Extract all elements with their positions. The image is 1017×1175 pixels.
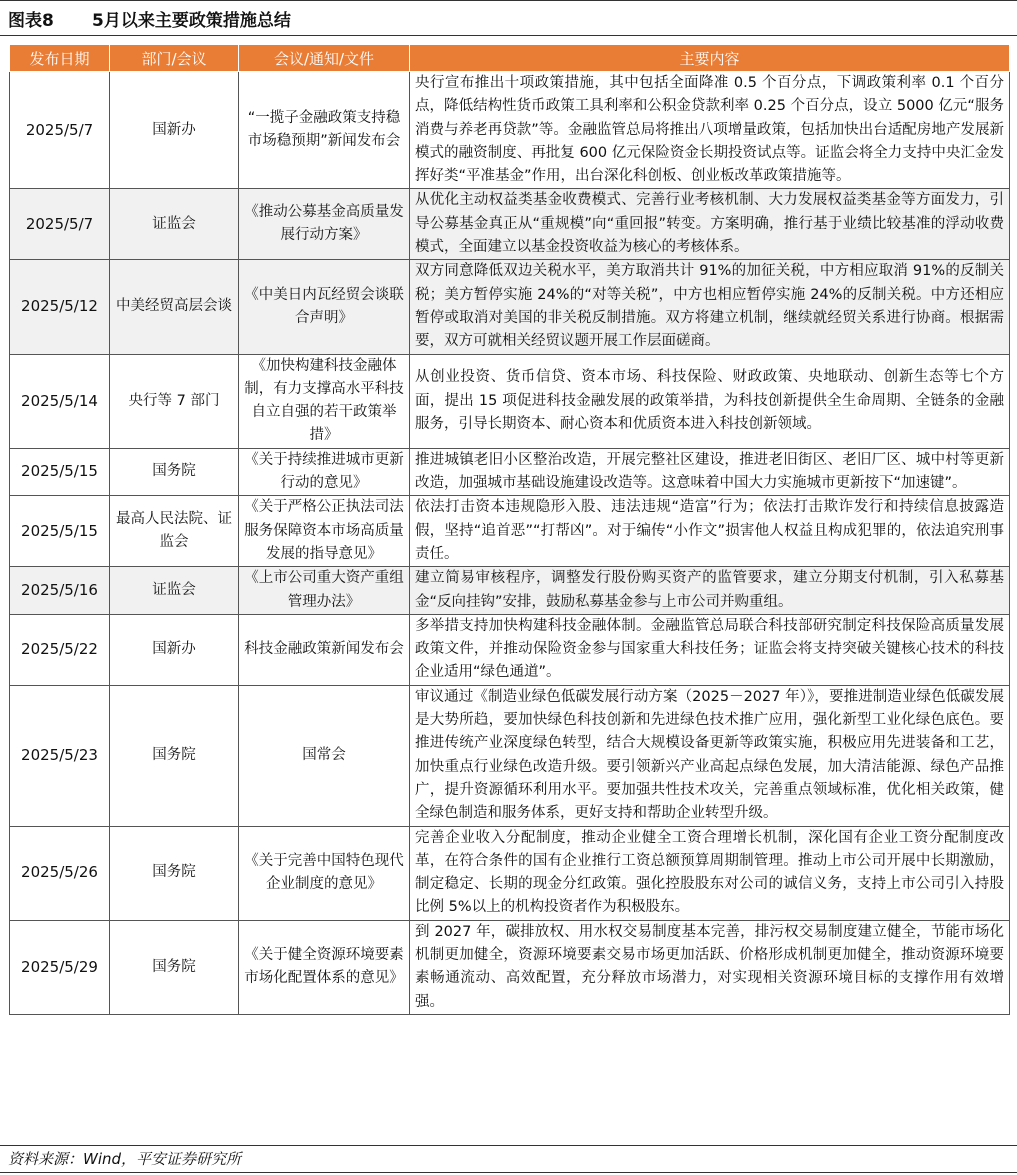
row-date: 2025/5/22 [10, 614, 110, 685]
row-conf: 《推动公募基金高质量发展行动方案》 [239, 189, 410, 260]
row-content: 从优化主动权益类基金收费模式、完善行业考核机制、大力发展权益类基金等方面发力，引导公募基金真正从“重规模”向“重回报”转变。方案明确，推行基于业绩比较基准的浮动收费模式，全面建立以基金投资收益为核心的考核体系。 [410, 189, 1010, 260]
table-row [10, 826, 1010, 920]
table-row [10, 354, 1010, 448]
row-date: 2025/5/7 [10, 72, 110, 189]
table-row [10, 260, 1010, 354]
row-content: 审议通过《制造业绿色低碳发展行动方案（2025－2027 年）》，要推进制造业绿色低碳发展是大势所趋，要加快绿色科技创新和先进绿色技术推广应用，强化新型工业化绿色底色。要推进传统产业深度绿色转型，结合大规模设备更新等政策实施，积极应用先进装备和工艺，加快重点行业绿色改造升级。要引领新兴产业高起点绿色发展，加大清洁能源、绿色产品推广，提升资源循环利用水平。要加强共性技术攻关，完善重点领域标准，优化相关政策，健全绿色制造和服务体系，更好支持和帮助企业转型升级。 [410, 685, 1010, 826]
row-conf: 《中美日内瓦经贸会谈联合声明》 [239, 260, 410, 354]
table-header-row [10, 45, 1010, 72]
row-conf: 《关于健全资源环境要素市场化配置体系的意见》 [239, 920, 410, 1014]
row-content: 完善企业收入分配制度，推动企业健全工资合理增长机制，深化国有企业工资分配制度改革，在符合条件的国有企业推行工资总额预算周期制管理。推动上市公司开展中长期激励，制定稳定、长期的现金分红政策。强化控股股东对公司的诚信义务，支持上市公司引入持股比例 5%以上的机构投资者作为积极股东。 [410, 826, 1010, 920]
figure-title-bar [0, 0, 1017, 36]
row-dept: 中美经贸高层会谈 [110, 260, 239, 354]
figure-number: 图表8 [8, 10, 54, 31]
source-note: 资料来源：Wind，平安证券研究所 [0, 1145, 1017, 1173]
header-conf: 会议/通知/文件 [239, 45, 410, 72]
row-content: 推进城镇老旧小区整治改造，开展完整社区建设，推进老旧街区、老旧厂区、城中村等更新改造，加强城市基础设施建设改造等。这意味着中国大力实施城市更新按下“加速键”。 [410, 448, 1010, 496]
row-conf: 《关于严格公正执法司法服务保障资本市场高质量发展的指导意见》 [239, 496, 410, 567]
header-date: 发布日期 [10, 45, 110, 72]
row-dept: 国务院 [110, 920, 239, 1014]
row-dept: 证监会 [110, 567, 239, 615]
row-date: 2025/5/15 [10, 448, 110, 496]
row-date: 2025/5/12 [10, 260, 110, 354]
table-row [10, 72, 1010, 189]
row-dept: 央行等 7 部门 [110, 354, 239, 448]
figure-title: 5月以来主要政策措施总结 [92, 10, 291, 31]
table-row [10, 496, 1010, 567]
row-conf: 《关于持续推进城市更新行动的意见》 [239, 448, 410, 496]
table-row [10, 685, 1010, 826]
header-content: 主要内容 [410, 45, 1010, 72]
row-dept: 国新办 [110, 614, 239, 685]
row-date: 2025/5/23 [10, 685, 110, 826]
row-dept: 国务院 [110, 685, 239, 826]
row-dept: 国务院 [110, 448, 239, 496]
row-conf: 国常会 [239, 685, 410, 826]
policy-table [9, 44, 1010, 1015]
row-content: 从创业投资、货币信贷、资本市场、科技保险、财政政策、央地联动、创新生态等七个方面，提出 15 项促进科技金融发展的政策举措，为科技创新提供全生命周期、全链条的金融服务，引导长期资本、耐心资本和优质资本进入科技创新领域。 [410, 354, 1010, 448]
row-dept: 最高人民法院、证监会 [110, 496, 239, 567]
row-dept: 国务院 [110, 826, 239, 920]
row-conf: 《关于完善中国特色现代企业制度的意见》 [239, 826, 410, 920]
table-row [10, 189, 1010, 260]
row-content: 双方同意降低双边关税水平，美方取消共计 91%的加征关税，中方相应取消 91%的反制关税；美方暂停实施 24%的“对等关税”，中方也相应暂停实施 24%的反制关税。中方还相应暂停或取消对美国的非关税反制措施。双方将建立机制，继续就经贸关系进行协商。根据需要，双方可就相关经贸议题开展工作层面磋商。 [410, 260, 1010, 354]
row-content: 到 2027 年，碳排放权、用水权交易制度基本完善，排污权交易制度建立健全，节能市场化机制更加健全，资源环境要素交易市场更加活跃、价格形成机制更加健全，推动资源环境要素畅通流动、高效配置，充分释放市场潜力，对实现相关资源环境目标的支撑作用有效增强。 [410, 920, 1010, 1014]
table-row [10, 567, 1010, 615]
row-conf: 《上市公司重大资产重组管理办法》 [239, 567, 410, 615]
row-conf: “一揽子金融政策支持稳市场稳预期”新闻发布会 [239, 72, 410, 189]
table-row [10, 448, 1010, 496]
table-row [10, 920, 1010, 1014]
row-dept: 国新办 [110, 72, 239, 189]
row-content: 依法打击资本违规隐形入股、违法违规“造富”行为；依法打击欺诈发行和持续信息披露造假，坚持“追首恶”“打帮凶”。对于编传“小作文”损害他人权益且构成犯罪的，依法追究刑事责任。 [410, 496, 1010, 567]
row-date: 2025/5/16 [10, 567, 110, 615]
header-dept: 部门/会议 [110, 45, 239, 72]
row-content: 央行宣布推出十项政策措施，其中包括全面降准 0.5 个百分点，下调政策利率 0.1 个百分点，降低结构性货币政策工具利率和公积金贷款利率 0.25 个百分点，设立 5000 亿元“服务消费与养老再贷款”等。金融监管总局将推出八项增量政策，包括加快出台适配房地产发展新模式的融资制度、再批复 600 亿元保险资金长期投资试点等。证监会将全力支持中央汇金发挥好类“平准基金”作用，出台深化科创板、创业板改革政策措施等。 [410, 72, 1010, 189]
row-date: 2025/5/14 [10, 354, 110, 448]
row-date: 2025/5/29 [10, 920, 110, 1014]
row-content: 建立简易审核程序，调整发行股份购买资产的监管要求，建立分期支付机制，引入私募基金“反向挂钩”安排，鼓励私募基金参与上市公司并购重组。 [410, 567, 1010, 615]
row-date: 2025/5/15 [10, 496, 110, 567]
row-conf: 《加快构建科技金融体制，有力支撑高水平科技自立自强的若干政策举措》 [239, 354, 410, 448]
row-dept: 证监会 [110, 189, 239, 260]
table-row [10, 614, 1010, 685]
row-conf: 科技金融政策新闻发布会 [239, 614, 410, 685]
row-date: 2025/5/7 [10, 189, 110, 260]
row-date: 2025/5/26 [10, 826, 110, 920]
row-content: 多举措支持加快构建科技金融体制。金融监管总局联合科技部研究制定科技保险高质量发展政策文件，并推动保险资金参与国家重大科技任务；证监会将支持突破关键核心技术的科技企业适用“绿色通道”。 [410, 614, 1010, 685]
